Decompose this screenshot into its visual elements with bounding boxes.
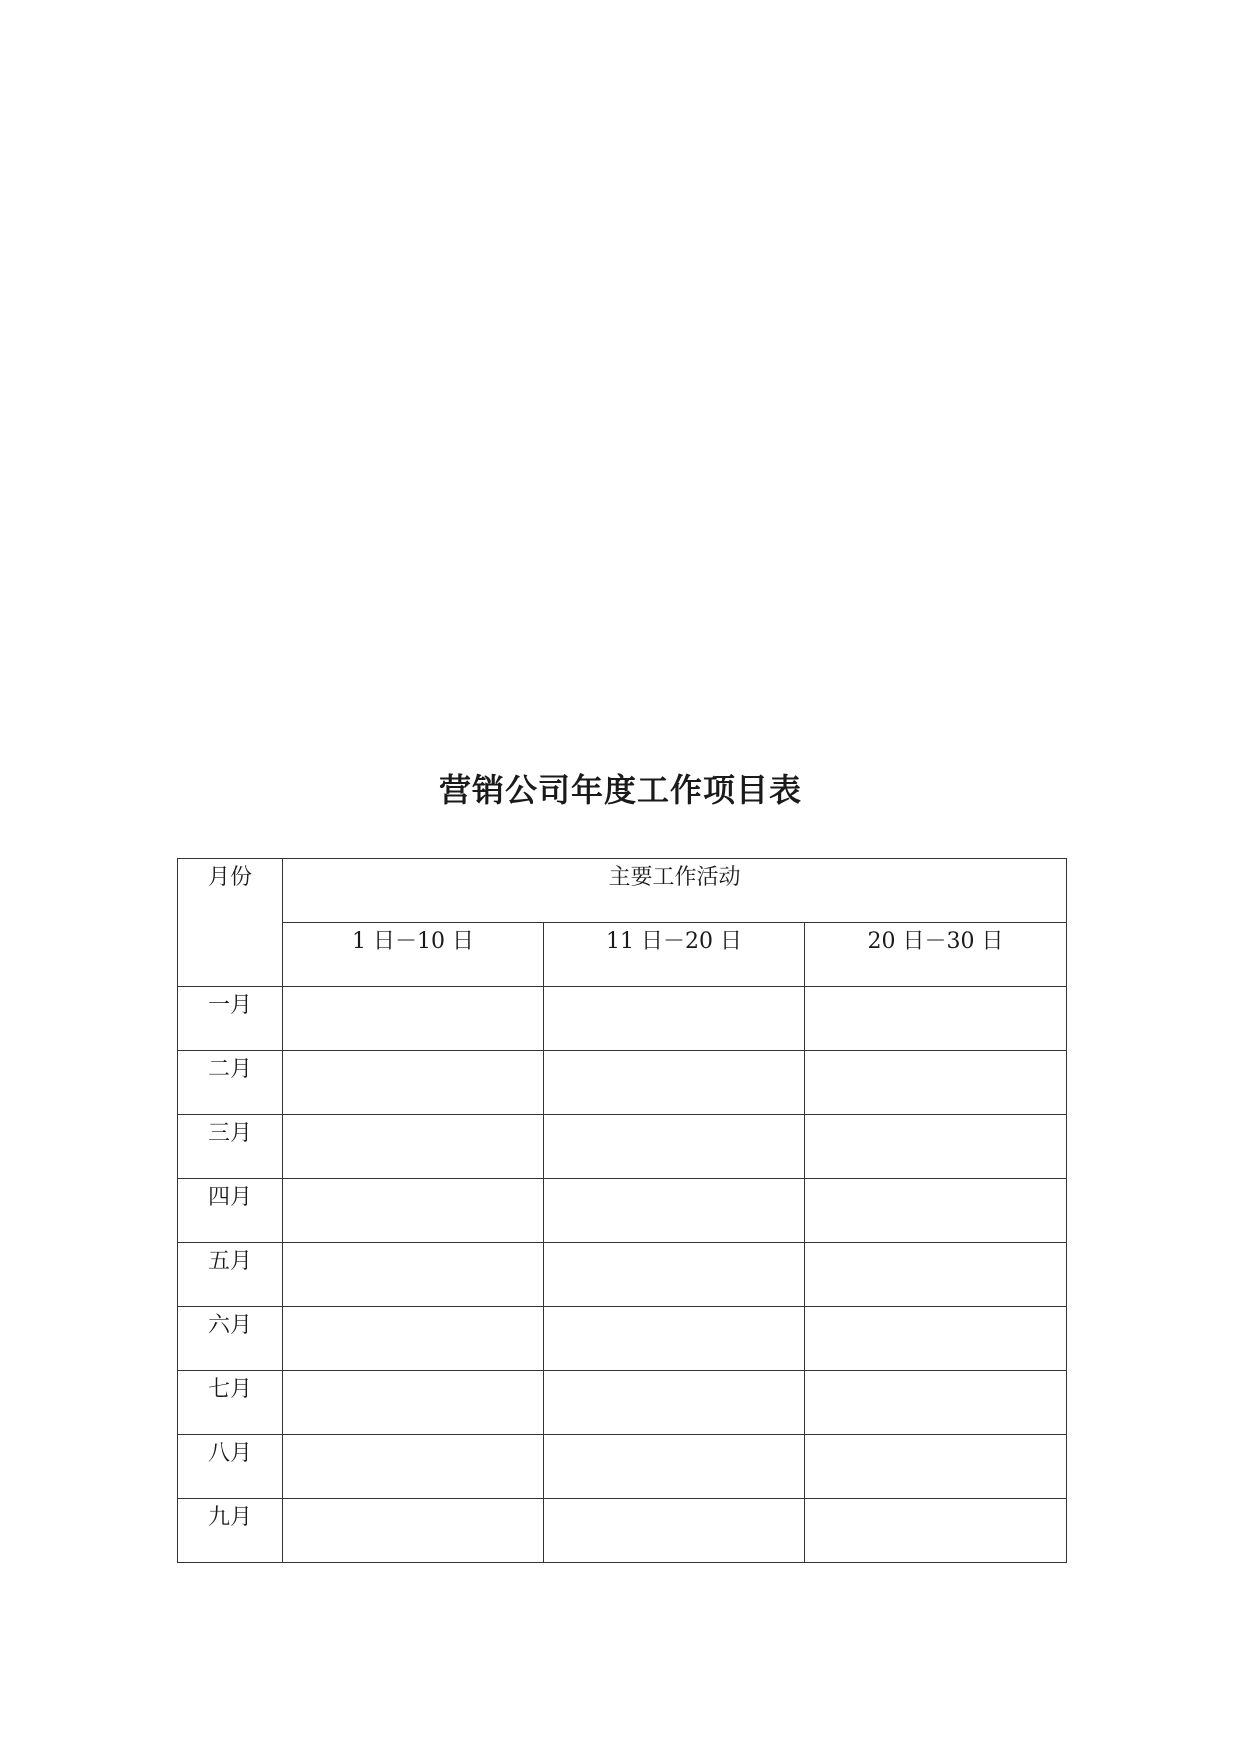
table-row [178, 1243, 1067, 1307]
period-label: 20 日－30 日 [867, 929, 1004, 954]
work-plan-table [177, 858, 1067, 1563]
month-label: 二月 [207, 1057, 252, 1082]
activity-cell[interactable] [544, 1179, 805, 1243]
table-row [178, 987, 1067, 1051]
activity-cell[interactable] [283, 1371, 544, 1435]
activity-cell[interactable] [805, 1115, 1067, 1179]
month-label: 六月 [207, 1313, 252, 1338]
activity-cell[interactable] [283, 1179, 544, 1243]
period-header-cell [283, 923, 544, 987]
activity-cell[interactable] [544, 1307, 805, 1371]
month-label: 三月 [207, 1121, 252, 1146]
period-label: 11 日－20 日 [606, 929, 742, 954]
activity-cell[interactable] [544, 1243, 805, 1307]
month-cell [178, 1307, 283, 1371]
month-label: 七月 [207, 1377, 252, 1402]
activity-cell[interactable] [544, 1115, 805, 1179]
activity-cell[interactable] [283, 1243, 544, 1307]
month-cell [178, 1051, 283, 1115]
table-header-row [178, 859, 1067, 923]
table-row [178, 1499, 1067, 1563]
month-header-label: 月份 [207, 865, 252, 890]
month-label: 四月 [207, 1185, 252, 1210]
activity-cell[interactable] [544, 1435, 805, 1499]
month-cell [178, 1371, 283, 1435]
month-cell [178, 1435, 283, 1499]
month-cell [178, 1499, 283, 1563]
period-header-row [178, 923, 1067, 987]
activity-cell[interactable] [544, 1499, 805, 1563]
period-label: 1 日－10 日 [352, 929, 474, 954]
activity-header-label: 主要工作活动 [608, 865, 741, 890]
activity-cell[interactable] [805, 1435, 1067, 1499]
activity-cell[interactable] [544, 1051, 805, 1115]
activity-cell[interactable] [805, 1051, 1067, 1115]
activity-cell[interactable] [805, 1243, 1067, 1307]
activity-cell[interactable] [805, 1179, 1067, 1243]
month-header-cell [178, 859, 283, 987]
period-header-cell [805, 923, 1067, 987]
activity-cell[interactable] [283, 987, 544, 1051]
month-label: 八月 [207, 1441, 252, 1466]
activity-cell[interactable] [544, 987, 805, 1051]
activity-cell[interactable] [283, 1115, 544, 1179]
table-row [178, 1435, 1067, 1499]
activity-cell[interactable] [805, 987, 1067, 1051]
table-row [178, 1371, 1067, 1435]
page-title: 营销公司年度工作项目表 [438, 771, 802, 809]
month-cell [178, 1179, 283, 1243]
month-cell [178, 1115, 283, 1179]
activity-cell[interactable] [805, 1307, 1067, 1371]
table-row [178, 1115, 1067, 1179]
activity-cell[interactable] [283, 1435, 544, 1499]
month-cell [178, 1243, 283, 1307]
table-row [178, 1051, 1067, 1115]
month-label: 一月 [207, 993, 252, 1018]
month-label: 五月 [207, 1249, 252, 1274]
month-label: 九月 [207, 1505, 252, 1530]
table-row [178, 1179, 1067, 1243]
activity-cell[interactable] [805, 1371, 1067, 1435]
activity-cell[interactable] [544, 1371, 805, 1435]
activity-cell[interactable] [283, 1499, 544, 1563]
activity-header-cell [283, 859, 1067, 923]
activity-cell[interactable] [805, 1499, 1067, 1563]
activity-cell[interactable] [283, 1051, 544, 1115]
month-cell [178, 987, 283, 1051]
activity-cell[interactable] [283, 1307, 544, 1371]
table-row [178, 1307, 1067, 1371]
period-header-cell [544, 923, 805, 987]
